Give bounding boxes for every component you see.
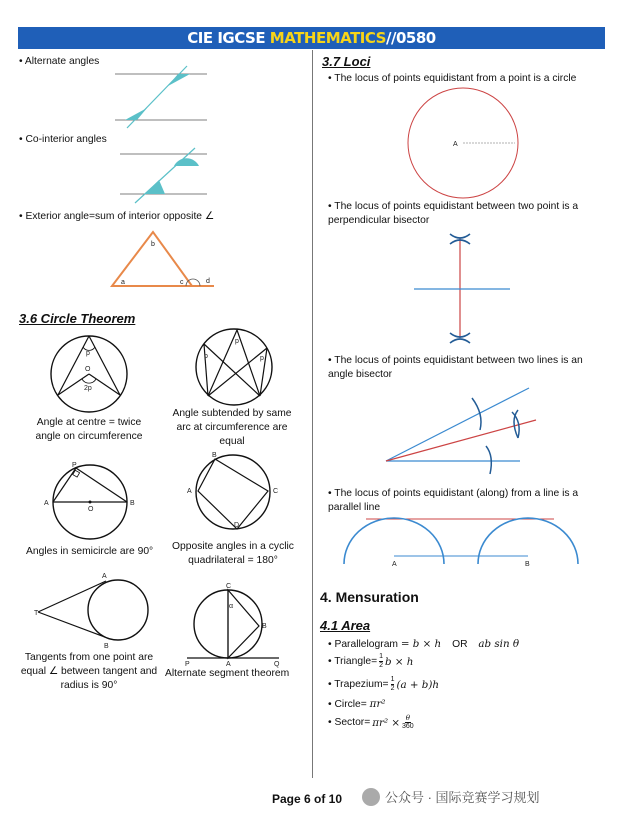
triangle-formula: • Triangle= $\frac{1}{2}$ b × h [328,653,414,669]
cyclic-label-a: A [187,488,192,495]
cointerior-angles-diagram [115,148,215,208]
semicircle-diagram [38,463,148,543]
tangent-caption: Tangents from one point are equal ∠ between tangent and radius is 90° [20,652,158,691]
cyclic-label-d: D [234,522,240,529]
line-label-b: B [525,561,530,568]
tangent-label-b: B [104,643,109,650]
sector-formula: • Sector= πr² × $\frac{\theta}{360}$ [328,714,414,730]
semicircle-caption: Angles in semicircle are 90° [26,546,154,557]
alternate-angles-label: • Alternate angles [19,56,100,67]
loci-heading: 3.7 Loci [322,54,371,69]
locus-two-lines-text: • The locus of points equidistant between two lines is an angle bisector [328,355,583,380]
semi-label-a: A [44,500,49,507]
centre-caption: Angle at centre = twice angle on circumference [35,417,143,442]
locus-line-text: • The locus of points equidistant (along) from a line is a parallel line [328,488,579,513]
ext-label-d: d [206,278,210,285]
locus-point-label-a: A [453,141,458,148]
watermark: 公众号 · 国际竞赛学习规划 [362,787,540,806]
exterior-angle-label: • Exterior angle=sum of interior opposite ∠ [19,211,215,222]
segment-label-a: A [226,661,231,668]
tangent-label-a: A [102,573,107,580]
angle-bisector-diagram [386,384,536,476]
parallel-line-diagram [342,516,602,572]
cyclic-label-b: B [212,452,217,459]
tangent-label-t: T [34,610,39,617]
circle-theorem-heading: 3.6 Circle Theorem [19,311,136,326]
arc-label-p2: p [235,338,239,345]
locus-circle-diagram [403,88,525,198]
perpendicular-bisector-diagram [414,232,514,344]
trapezium-formula: • Trapezium= $\frac{1}{2}$ (a + b)h [328,676,440,692]
same-arc-caption: Angle subtended by same arc at circumference are equal [172,408,292,447]
centre-label-2p: 2p [84,385,92,392]
segment-label-p: P [185,661,190,668]
alternate-segment-diagram [183,582,283,667]
segment-caption: Alternate segment theorem [165,668,290,679]
header-title: CIE IGCSE MATHEMATICS//0580 [187,29,436,47]
centre-label-o: O [85,366,91,373]
wechat-logo-icon [362,788,380,806]
tangents-diagram [30,572,160,652]
page-number: Page 6 of 10 [272,792,343,806]
semi-label-o: O [88,506,94,513]
cyclic-quad-diagram [185,451,285,533]
page-header [18,27,605,49]
angle-at-centre-diagram [48,333,130,415]
column-divider [312,50,313,778]
ext-label-c: c [180,279,184,286]
exterior-angle-diagram [108,228,218,290]
ext-label-a: a [121,279,125,286]
line-label-a: A [392,561,397,568]
segment-label-c: C [226,583,232,590]
area-heading: 4.1 Area [320,618,371,633]
parallelogram-formula: • Parallelogram = b × h OR ab sin θ [328,638,520,650]
semi-label-b: B [130,500,135,507]
centre-label-p: p [86,350,90,357]
same-arc-diagram [193,326,275,408]
alternate-angles-diagram [115,64,215,129]
locus-point-text: • The locus of points equidistant from a point is a circle [328,73,577,84]
semi-label-p: P [72,462,77,469]
cointerior-angles-label: • Co-interior angles [19,134,107,145]
segment-label-alpha: α [229,603,234,610]
mensuration-heading: 4. Mensuration [320,589,419,605]
circle-area-formula: • Circle= πr² [328,698,386,710]
cyclic-label-c: C [273,488,279,495]
cyclic-caption: Opposite angles in a cyclic quadrilateral = 180° [172,541,294,566]
locus-two-points-text: • The locus of points equidistant between two point is a perpendicular bisector [328,201,579,226]
arc-label-p1: p [204,353,208,360]
ext-label-b: b [151,241,155,248]
segment-label-q: Q [274,661,280,668]
segment-label-b: B [262,623,267,630]
arc-label-p3: p [260,355,264,362]
